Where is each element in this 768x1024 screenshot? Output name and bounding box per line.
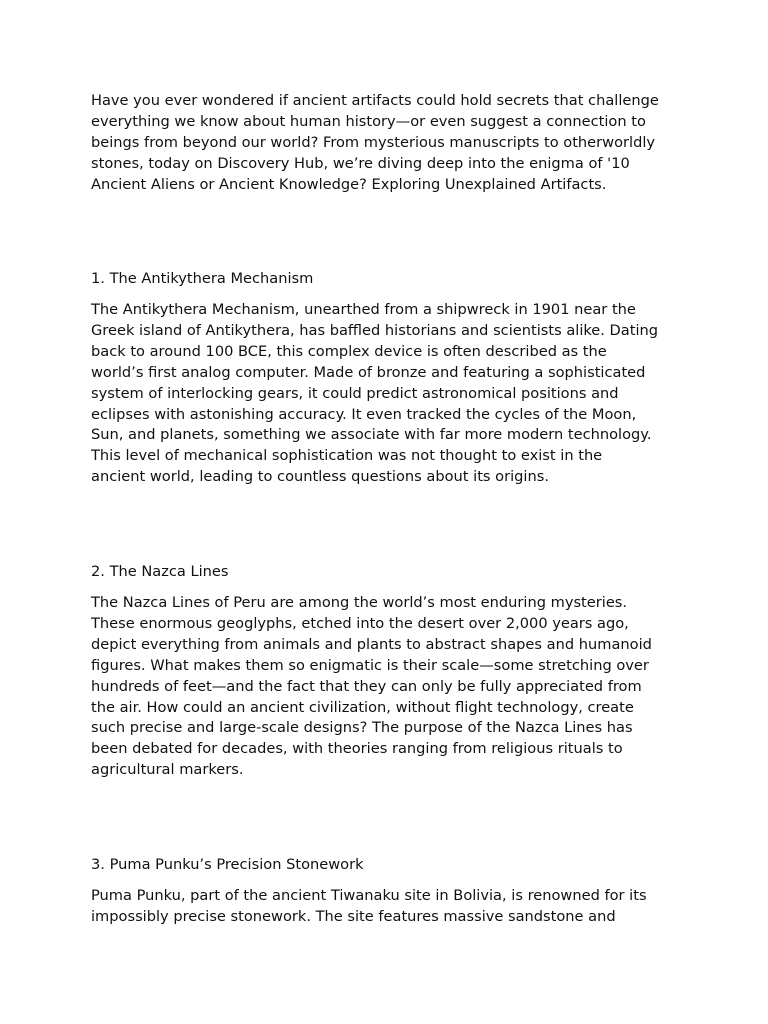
section-body-puma-punku: Puma Punku, part of the ancient Tiwanaku site in Bolivia, is renowned for its impossibly precise stonework. The site features massive sandstone and: [91, 887, 647, 925]
section-heading-puma-punku: 3. Puma Punku’s Precision Stonework: [91, 856, 364, 873]
section-body-antikythera: The Antikythera Mechanism, unearthed from a shipwreck in 1901 near the Greek island of Antikythera, has baffled historians and scientists alike. Dating back to around 100 BCE, this complex device is often described as the world’s first analog computer. Made of bronze and featuring a sophisticated system of interlocking gears, it could predict astronomical positions and eclipses with astonishing accuracy. It even tracked the cycles of the Moon, Sun, and planets, something we associate with far more modern technology. This level of mechanical sophistication was not thought to exist in the ancient world, leading to countless questions about its origins.: [91, 301, 659, 486]
section-heading-antikythera: 1. The Antikythera Mechanism: [91, 270, 314, 287]
intro-paragraph: Have you ever wondered if ancient artifacts could hold secrets that challenge everything we know about human history—or even suggest a connection to beings from beyond our world? From mysterious manuscripts to otherworldly stones, today on Discovery Hub, we’re diving deep into the enigma of '10 Ancient Aliens or Ancient Knowledge? Exploring Unexplained Artifacts.: [91, 92, 659, 193]
section-body-nazca: The Nazca Lines of Peru are among the world’s most enduring mysteries. These enormous geoglyphs, etched into the desert over 2,000 years ago, depict everything from animals and plants to abstract shapes and humanoid figures. What makes them so enigmatic is their scale—some stretching over hundreds of feet—and the fact that they can only be fully appreciated from the air. How could an ancient civilization, without flight technology, create such precise and large-scale designs? The purpose of the Nazca Lines has been debated for decades, with theories ranging from religious rituals to agricultural markers.: [91, 594, 652, 779]
section-heading-nazca: 2. The Nazca Lines: [91, 563, 229, 580]
